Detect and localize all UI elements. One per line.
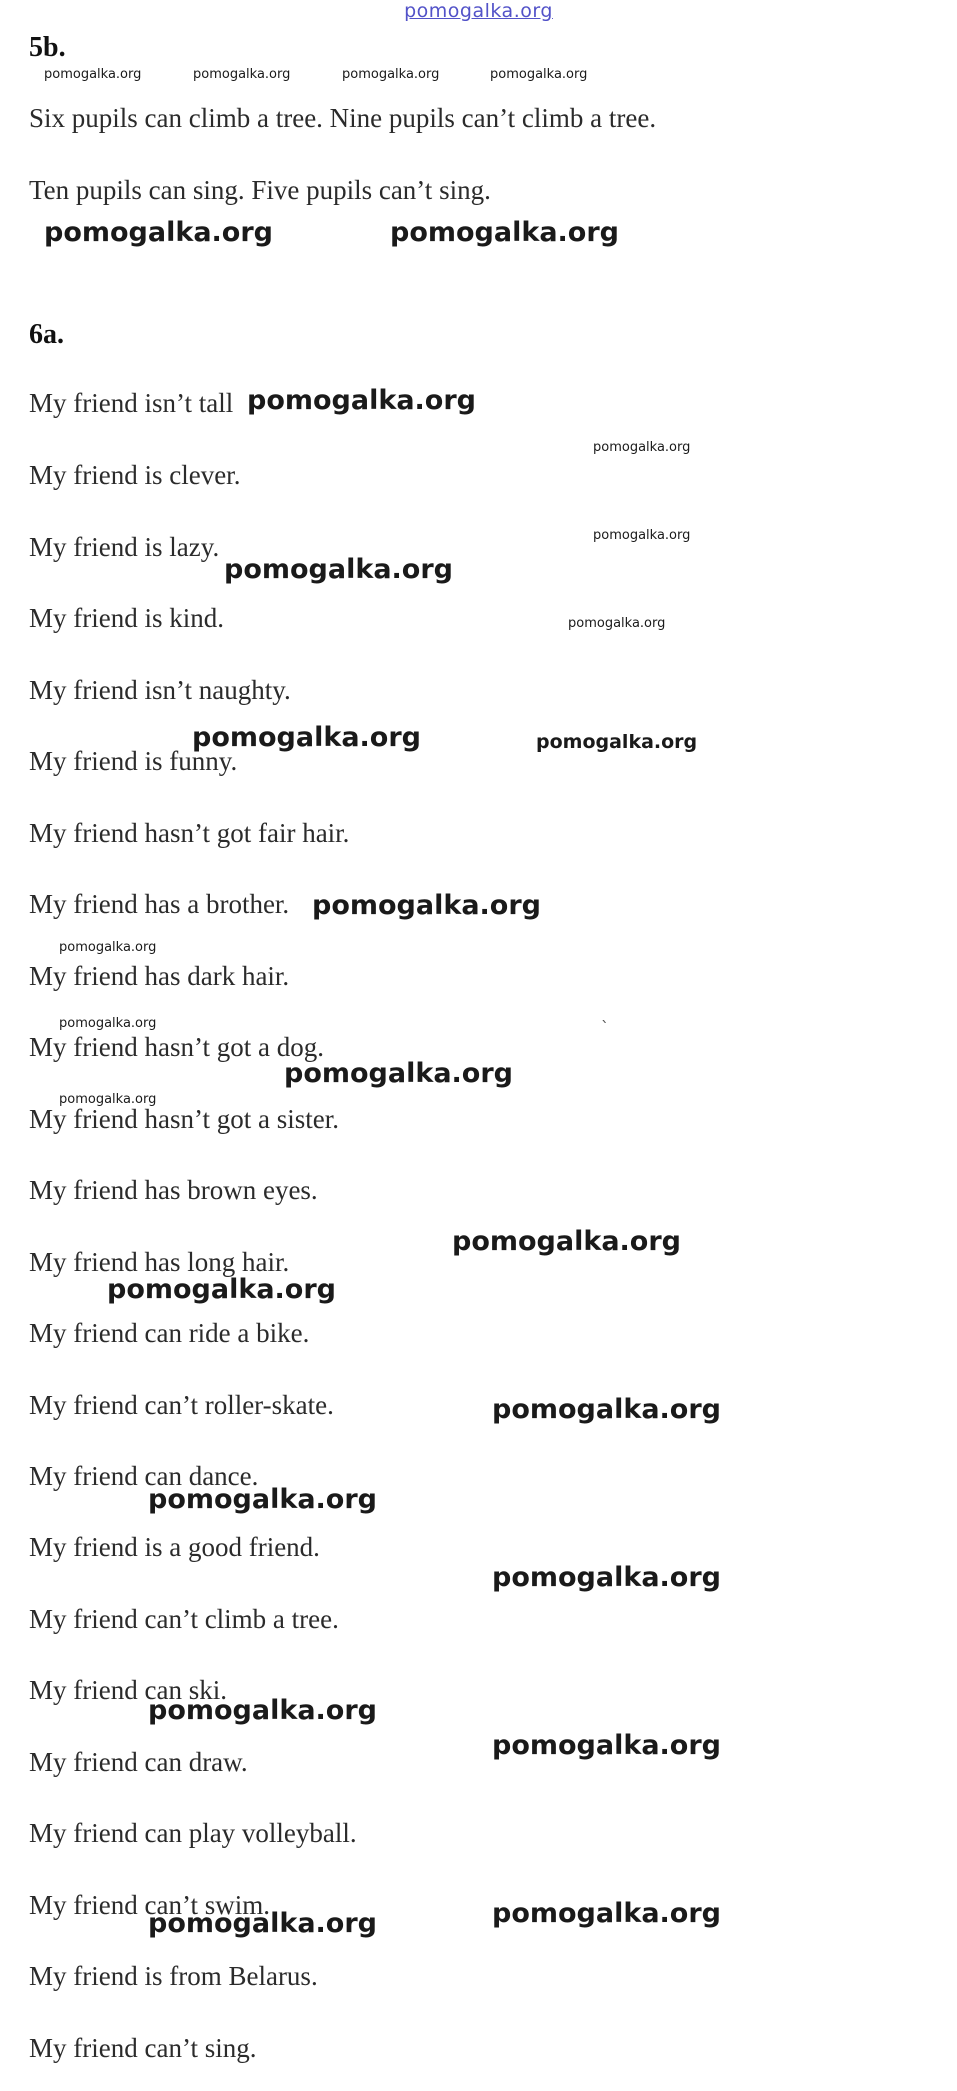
watermark: pomogalka.org — [490, 67, 588, 82]
watermark: pomogalka.org — [342, 67, 440, 82]
sentence-line: My friend hasn’t got fair hair. — [29, 818, 350, 848]
sentence-line: My friend has dark hair. — [29, 961, 290, 991]
sentence-line: My friend can draw. — [29, 1747, 248, 1777]
sentence-line: My friend can’t roller-skate. — [29, 1390, 334, 1420]
watermark: pomogalka.org — [247, 385, 476, 416]
sentence-line: My friend is lazy. — [29, 532, 220, 562]
site-header-mark: pomogalka.org — [404, 0, 553, 22]
sentence-line: My friend can play volleyball. — [29, 1818, 357, 1848]
watermark: pomogalka.org — [193, 67, 291, 82]
watermark: pomogalka.org — [59, 1092, 157, 1107]
section-6a-heading: 6a. — [29, 319, 64, 350]
stray-mark: ` — [601, 1018, 609, 1037]
sentence-line: My friend can’t swim. — [29, 1890, 270, 1920]
sentence-line: My friend can’t climb a tree. — [29, 1604, 339, 1634]
section-5b-heading: 5b. — [29, 32, 66, 63]
sentence-line: My friend is clever. — [29, 460, 241, 490]
watermark: pomogalka.org — [148, 1908, 377, 1939]
sentence-line: Ten pupils can sing. Five pupils can’t sing. — [29, 175, 491, 205]
sentence-line: My friend is from Belarus. — [29, 1961, 318, 1991]
watermark: pomogalka.org — [492, 1394, 721, 1425]
watermark: pomogalka.org — [452, 1226, 681, 1257]
watermark: pomogalka.org — [148, 1695, 377, 1726]
sentence-line: Six pupils can climb a tree. Nine pupils can’t climb a tree. — [29, 103, 657, 133]
watermark: pomogalka.org — [593, 528, 691, 543]
watermark: pomogalka.org — [192, 722, 421, 753]
watermark: pomogalka.org — [568, 616, 666, 631]
watermark: pomogalka.org — [44, 67, 142, 82]
sentence-line: My friend can’t sing. — [29, 2033, 257, 2063]
sentence-line: My friend is a good friend. — [29, 1532, 320, 1562]
sentence-line: My friend hasn’t got a dog. — [29, 1032, 324, 1062]
sentence-line: My friend can ride a bike. — [29, 1318, 310, 1348]
sentence-line: My friend hasn’t got a sister. — [29, 1104, 339, 1134]
sentence-line: My friend can ski. — [29, 1675, 227, 1705]
watermark: pomogalka.org — [59, 940, 157, 955]
sentence-line: My friend is funny. — [29, 746, 238, 776]
watermark: pomogalka.org — [492, 1730, 721, 1761]
watermark: pomogalka.org — [593, 440, 691, 455]
sentence-line: My friend has a brother. — [29, 889, 290, 919]
watermark: pomogalka.org — [224, 554, 453, 585]
watermark: pomogalka.org — [44, 217, 273, 248]
watermark: pomogalka.org — [312, 890, 541, 921]
watermark: pomogalka.org — [536, 731, 698, 753]
watermark: pomogalka.org — [59, 1016, 157, 1031]
sentence-line: My friend can dance. — [29, 1461, 259, 1491]
watermark: pomogalka.org — [492, 1562, 721, 1593]
sentence-line: My friend has brown eyes. — [29, 1175, 318, 1205]
sentence-line: My friend isn’t naughty. — [29, 675, 291, 705]
watermark: pomogalka.org — [492, 1898, 721, 1929]
sentence-line: My friend has long hair. — [29, 1247, 290, 1277]
sentence-line: My friend isn’t tall — [29, 388, 234, 418]
watermark: pomogalka.org — [390, 217, 619, 248]
watermark: pomogalka.org — [107, 1274, 336, 1305]
sentence-line: My friend is kind. — [29, 603, 224, 633]
watermark: pomogalka.org — [284, 1058, 513, 1089]
watermark: pomogalka.org — [148, 1484, 377, 1515]
